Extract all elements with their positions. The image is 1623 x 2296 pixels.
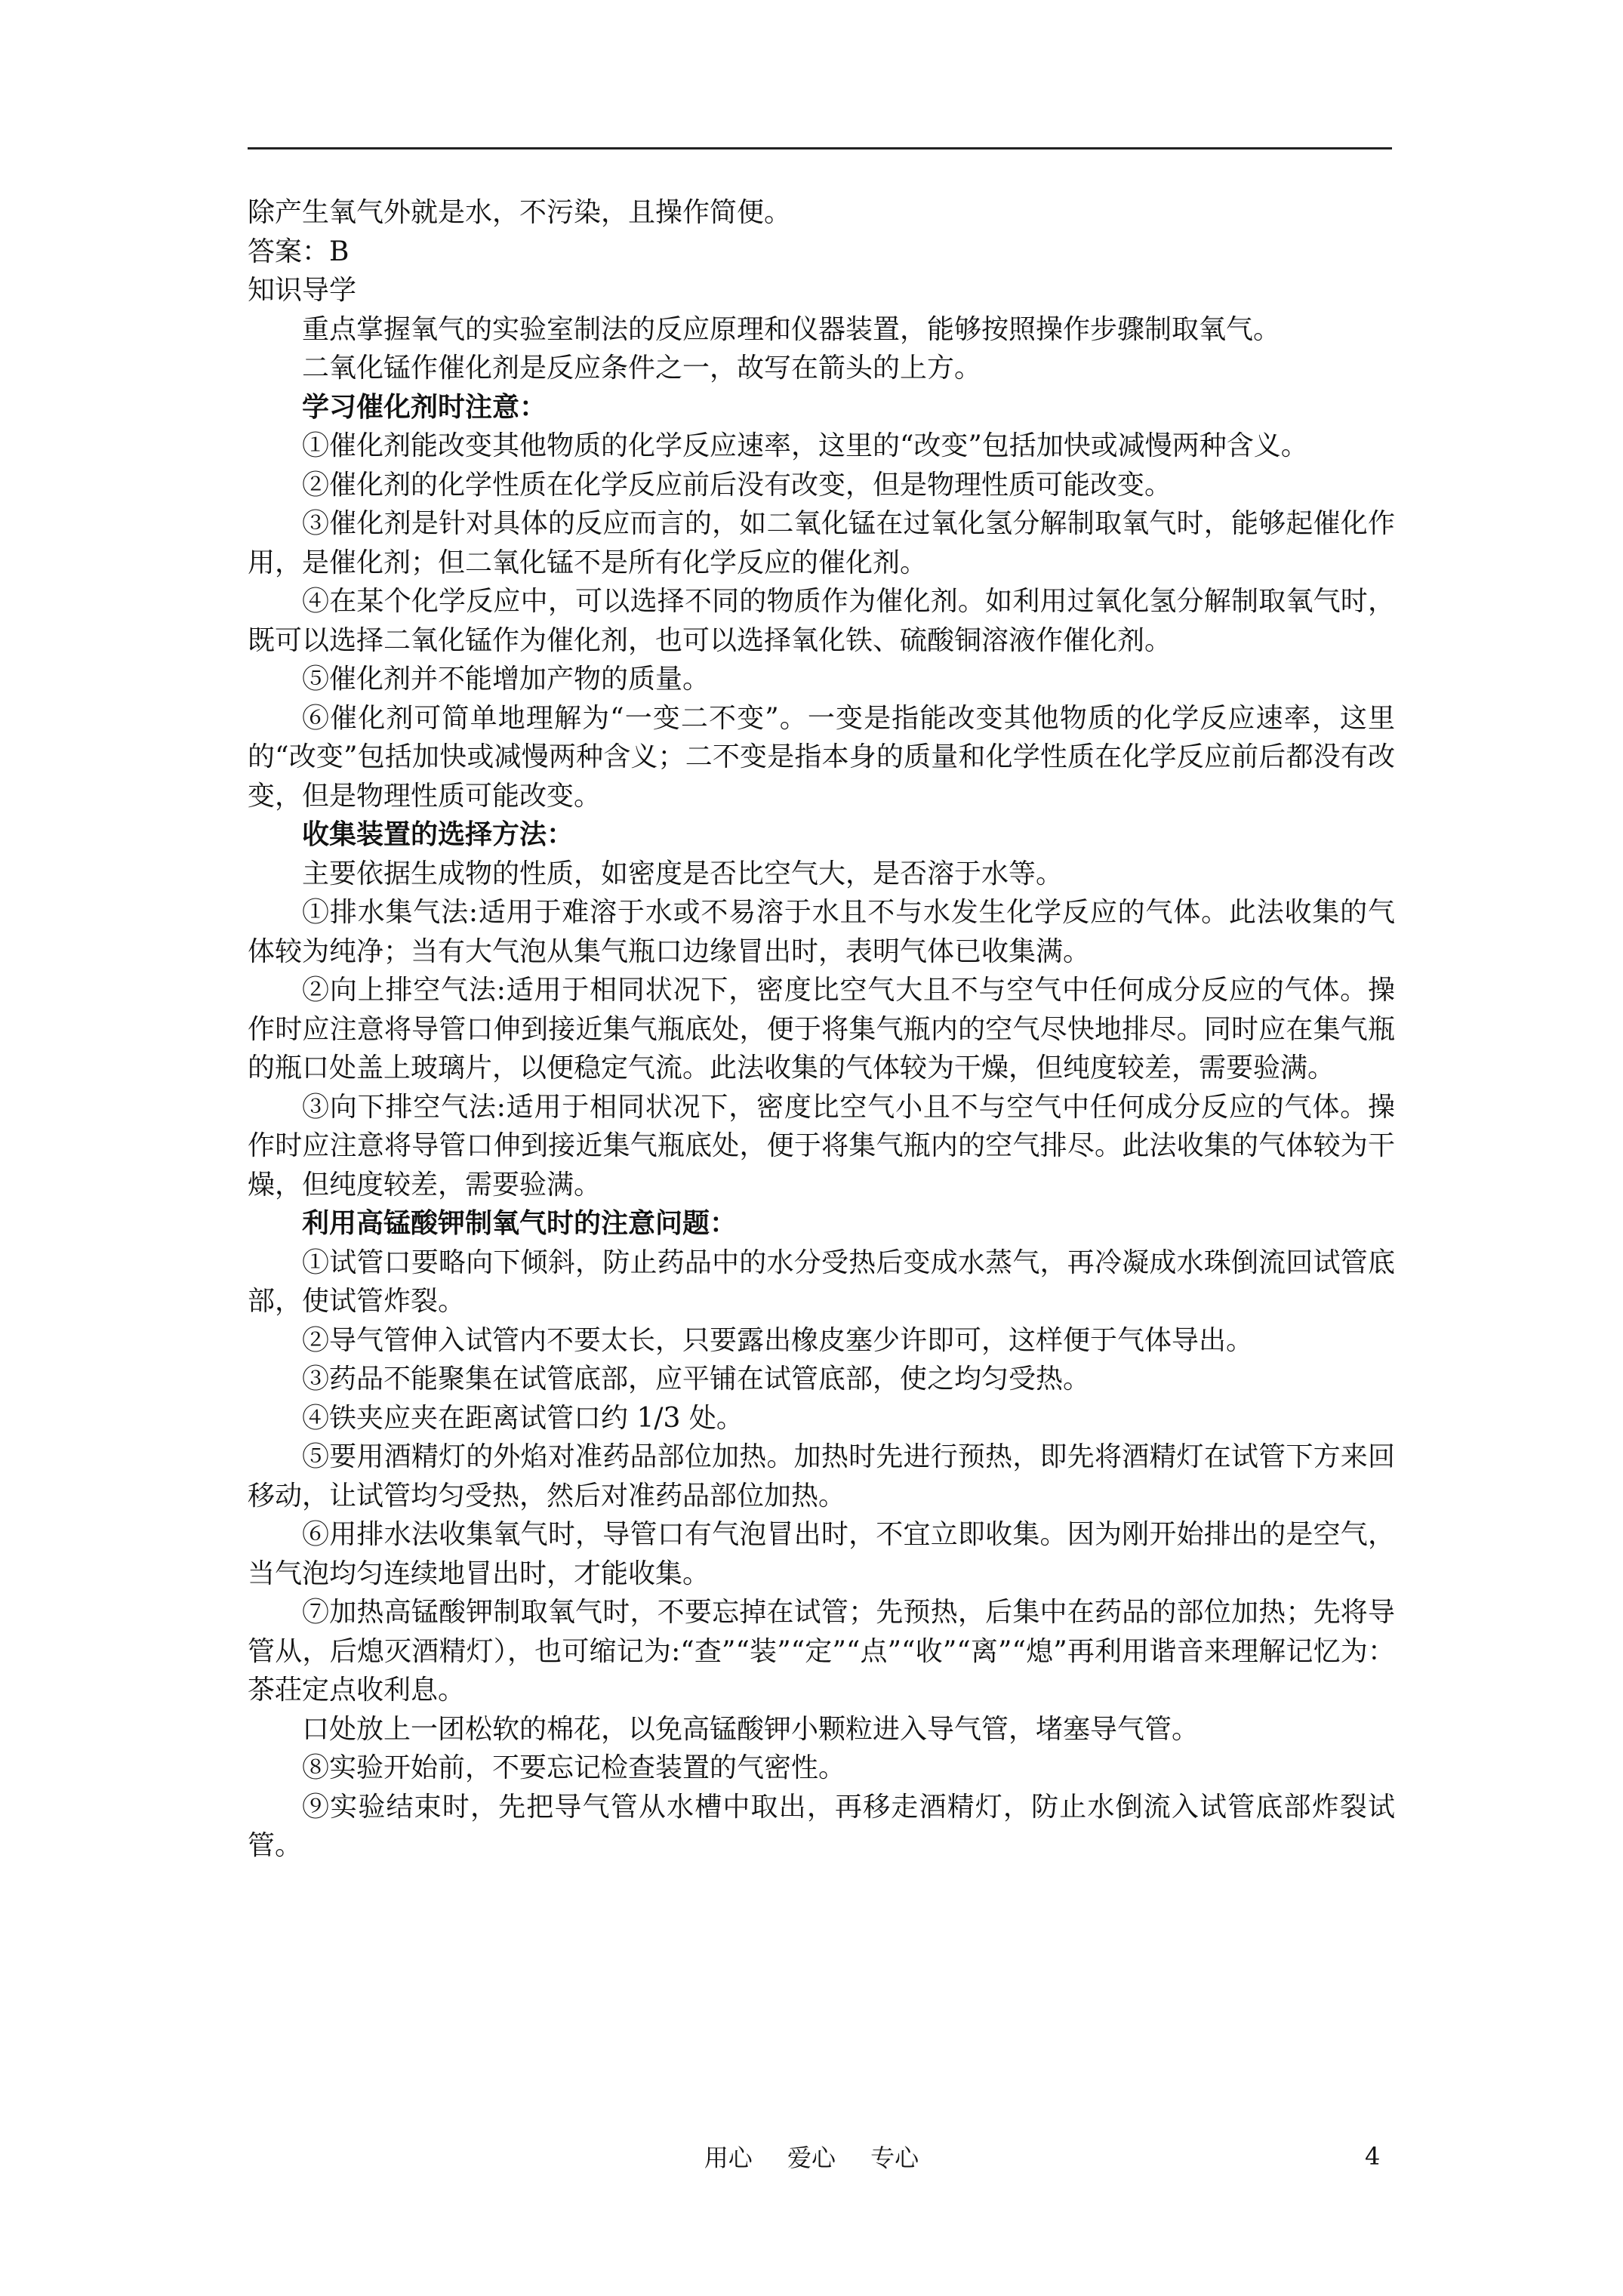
list-item: ⑤要用酒精灯的外焰对准药品部位加热。加热时先进行预热，即先将酒精灯在试管下方来回移动，让试管均匀受热，然后对准药品部位加热。	[248, 1441, 1395, 1512]
list-item: ⑦加热高锰酸钾制取氧气时，不要忘掉在试管；先预热，后集中在药品的部位加热；先将导管从，后熄灭酒精灯），也可缩记为:“查”“装”“定”“点”“收”“离”“熄”再利用谐音来理解记忆为：茶荘定点收利息。	[248, 1597, 1395, 1706]
list-item: ⑧实验开始前，不要忘记检查装置的气密性。	[302, 1752, 846, 1783]
section-heading: 知识导学	[248, 275, 357, 306]
list-item: ③向下排空气法:适用于相同状况下，密度比空气小且不与空气中任何成分反应的气体。操作时应注意将导管口伸到接近集气瓶底处，便于将集气瓶内的空气排尽。此法收集的气体较为干燥，但纯度较差，需要验满。	[248, 1091, 1395, 1200]
paragraph: 主要依据生成物的性质，如密度是否比空气大，是否溶于水等。	[302, 858, 1064, 889]
list-item: ④铁夹应夹在距离试管口约 1/3 处。	[302, 1402, 744, 1434]
list-item: ⑥用排水法收集氧气时，导管口有气泡冒出时，不宜立即收集。因为刚开始排出的是空气，当气泡均匀连续地冒出时，才能收集。	[248, 1519, 1395, 1589]
paragraph: 除产生氧气外就是水，不污染，且操作简便。	[248, 197, 792, 228]
list-item: ②导气管伸入试管内不要太长，只要露出橡皮塞少许即可，这样便于气体导出。	[302, 1324, 1254, 1356]
footer-motto-3: 专心	[870, 2143, 919, 2172]
list-item: ⑥催化剂可简单地理解为“一变二不变”。一变是指能改变其他物质的化学反应速率，这里的“改变”包括加快或减慢两种含义；二不变是指本身的质量和化学性质在化学反应前后都没有改变，但是物理性质可能改变。	[248, 702, 1395, 812]
list-item: ②向上排空气法:适用于相同状况下，密度比空气大且不与空气中任何成分反应的气体。操作时应注意将导管口伸到接近集气瓶底处，便于将集气瓶内的空气尽快地排尽。同时应在集气瓶的瓶口处盖上玻璃片，以便稳定气流。此法收集的气体较为干燥，但纯度较差，需要验满。	[248, 975, 1395, 1083]
paragraph: 二氧化锰作催化剂是反应条件之一，故写在箭头的上方。	[302, 353, 982, 384]
header-rule	[248, 147, 1392, 149]
list-item: ③药品不能聚集在试管底部，应平铺在试管底部，使之均匀受热。	[302, 1364, 1091, 1395]
list-item: ⑤催化剂并不能增加产物的质量。	[302, 664, 710, 695]
list-item: ③催化剂是针对具体的反应而言的，如二氧化锰在过氧化氢分解制取氧气时，能够起催化作用，是催化剂；但二氧化锰不是所有化学反应的催化剂。	[248, 508, 1395, 578]
page-content	[248, 193, 1395, 1866]
list-item: ④在某个化学反应中，可以选择不同的物质作为催化剂。如利用过氧化氢分解制取氧气时，既可以选择二氧化锰作为催化剂，也可以选择氧化铁、硫酸铜溶液作催化剂。	[248, 586, 1395, 656]
list-item: ②催化剂的化学性质在化学反应前后没有改变，但是物理性质可能改变。	[302, 469, 1172, 501]
footer-motto-2: 爱心	[787, 2143, 836, 2172]
paragraph: 口处放上一团松软的棉花，以免高锰酸钾小颗粒进入导气管，堵塞导气管。	[302, 1713, 1200, 1745]
footer-motto-1: 用心	[704, 2143, 753, 2172]
subheading-kmno4: 利用高锰酸钾制氧气时的注意问题：	[302, 1207, 738, 1239]
list-item: ①催化剂能改变其他物质的化学反应速率，这里的“改变”包括加快或减慢两种含义。	[302, 430, 1308, 461]
list-item: ⑨实验结束时，先把导气管从水槽中取出，再移走酒精灯，防止水倒流入试管底部炸裂试管。	[248, 1791, 1395, 1861]
paragraph: 重点掌握氧气的实验室制法的反应原理和仪器装置，能够按照操作步骤制取氧气。	[302, 313, 1281, 345]
subheading-collection: 收集装置的选择方法：	[302, 818, 574, 850]
page-number: 4	[1365, 2142, 1381, 2171]
answer-line: 答案：B	[248, 236, 350, 267]
subheading-catalyst: 学习催化剂时注意：	[302, 390, 547, 423]
list-item: ①排水集气法:适用于难溶于水或不易溶于水且不与水发生化学反应的气体。此法收集的气体较为纯净；当有大气泡从集气瓶口边缘冒出时，表明气体已收集满。	[248, 897, 1395, 967]
list-item: ①试管口要略向下倾斜，防止药品中的水分受热后变成水蒸气，再冷凝成水珠倒流回试管底部，使试管炸裂。	[248, 1247, 1395, 1317]
